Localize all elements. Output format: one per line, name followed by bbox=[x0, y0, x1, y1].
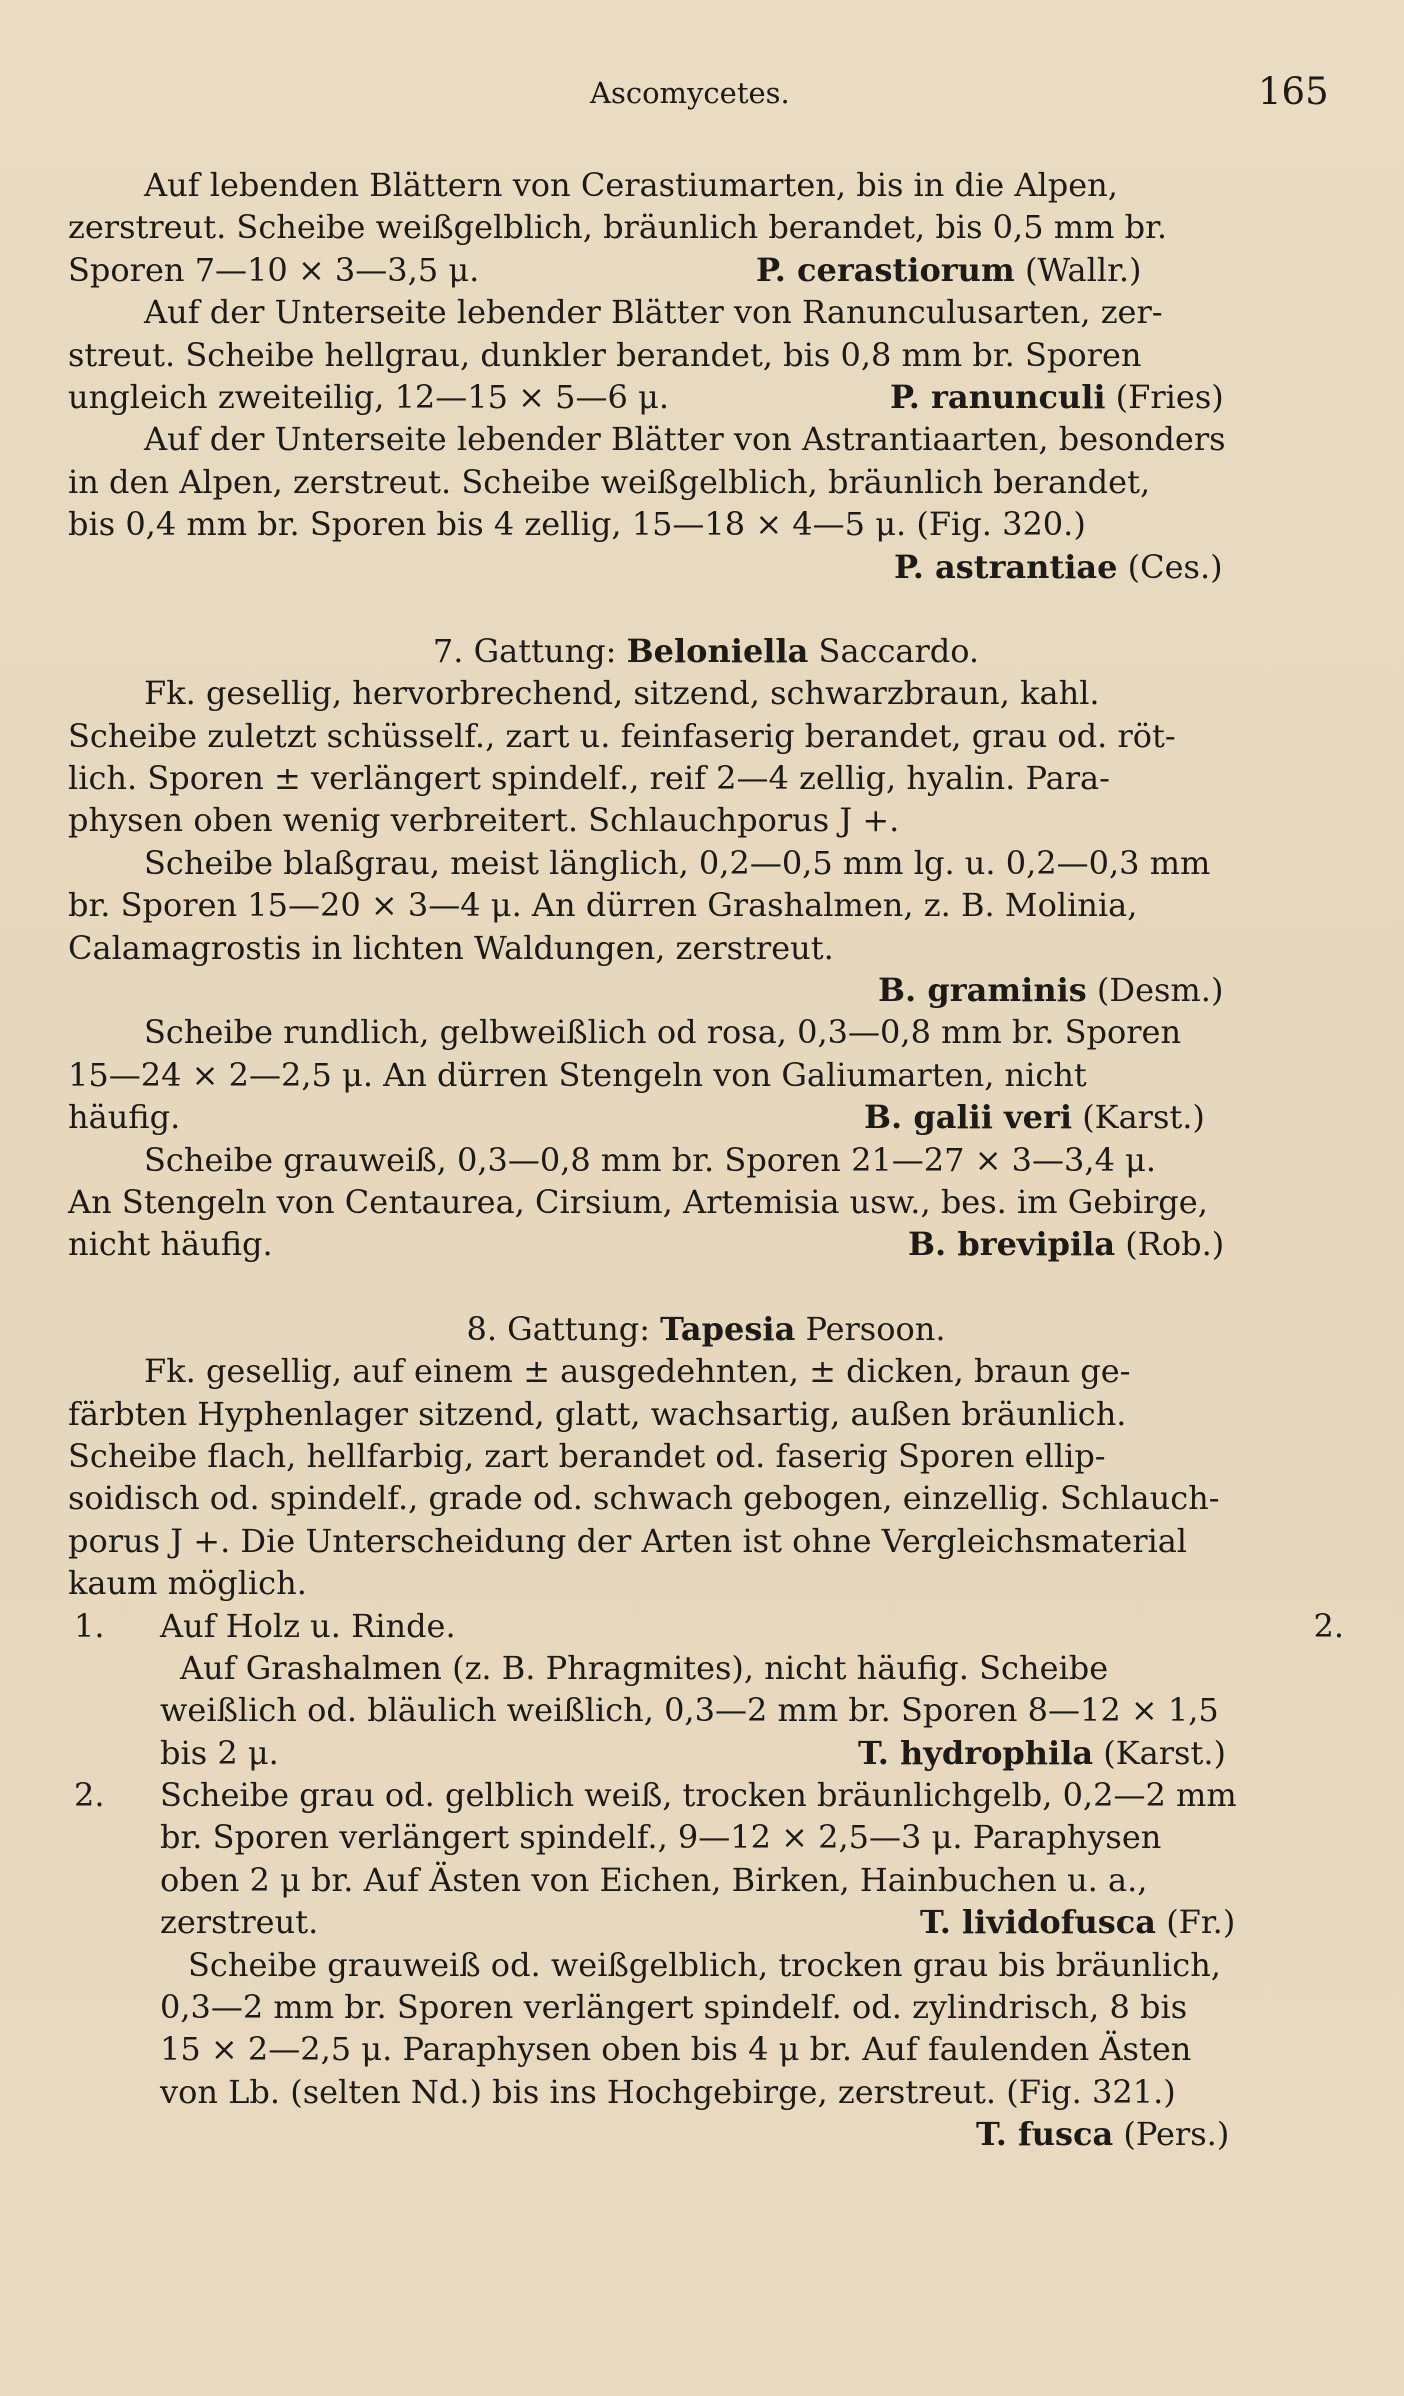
text-line: Auf der Unterseite lebender Blätter von Ranunculusarten, zer- bbox=[144, 293, 1163, 332]
text-line: 15 × 2—2,5 μ. Paraphysen oben bis 4 μ br. Auf faulenden Ästen bbox=[160, 2030, 1192, 2069]
species-name: B. galii veri (Karst.) bbox=[864, 1098, 1205, 1137]
genus-heading: 7. Gattung: Beloniella Saccardo. bbox=[432, 631, 980, 670]
text-line: zerstreut. Scheibe weißgelblich, bräunlich berandet, bis 0,5 mm br. bbox=[68, 208, 1168, 247]
text-line: 15—24 × 2—2,5 μ. An dürren Stengeln von Galiumarten, nicht bbox=[68, 1055, 1087, 1094]
species-name: P. cerastiorum (Wallr.) bbox=[756, 250, 1142, 289]
text-line: Auf lebenden Blättern von Cerastiumarten, bis in die Alpen, bbox=[144, 166, 1118, 204]
text-line: Auf der Unterseite lebender Blätter von Astrantiaarten, besonders bbox=[144, 420, 1226, 459]
text-line: soidisch od. spindelf., grade od. schwach gebogen, einzellig. Schlauch- bbox=[68, 1479, 1220, 1518]
text-line: An Stengeln von Centaurea, Cirsium, Artemisia usw., bes. im Gebirge, bbox=[68, 1182, 1208, 1221]
text-line: Scheibe grauweiß, 0,3—0,8 mm br. Sporen 21—27 × 3—3,4 μ. bbox=[144, 1140, 1157, 1179]
page-body bbox=[68, 164, 1344, 2156]
species-name: P. astrantiae (Ces.) bbox=[894, 547, 1223, 586]
text-line: 0,3—2 mm br. Sporen verlängert spindelf. od. zylindrisch, 8 bis bbox=[160, 1988, 1188, 2027]
species-name: T. lividofusca (Fr.) bbox=[920, 1903, 1236, 1942]
key-line: 1. Auf Holz u. Rinde. 2. bbox=[74, 1606, 1344, 1645]
text-line bbox=[68, 546, 1344, 588]
text-line bbox=[68, 969, 1344, 1011]
running-title: Ascomycetes. bbox=[590, 76, 790, 110]
text-line: ungleich zweiteilig, 12—15 × 5—6 μ. P. ranunculi (Fries) bbox=[68, 376, 1344, 418]
text-line: färbten Hyphenlager sitzend, glatt, wachsartig, außen bräunlich. bbox=[68, 1394, 1127, 1433]
text-line: bis 2 μ. T. hydrophila (Karst.) bbox=[68, 1732, 1344, 1774]
page-number: 165 bbox=[1258, 70, 1329, 113]
species-name: B. brevipila (Rob.) bbox=[908, 1225, 1225, 1264]
text-line: Fk. gesellig, auf einem ± ausgedehnten, ± dicken, braun ge- bbox=[144, 1352, 1131, 1391]
text-line: zerstreut. T. lividofusca (Fr.) bbox=[68, 1901, 1344, 1943]
text-line: Calamagrostis in lichten Waldungen, zerstreut. bbox=[68, 928, 834, 967]
text-line: bis 0,4 mm br. Sporen bis 4 zellig, 15—18 × 4—5 μ. (Fig. 320.) bbox=[68, 505, 1086, 544]
text-line: nicht häufig. B. brevipila (Rob.) bbox=[68, 1223, 1344, 1265]
text-line: kaum möglich. bbox=[68, 1564, 307, 1603]
species-name: B. graminis (Desm.) bbox=[878, 971, 1224, 1010]
text-line: porus J +. Die Unterscheidung der Arten ist ohne Vergleichsmaterial bbox=[68, 1521, 1188, 1560]
species-name: P. ranunculi (Fries) bbox=[890, 377, 1224, 416]
text-line: von Lb. (selten Nd.) bis ins Hochgebirge, zerstreut. (Fig. 321.) bbox=[160, 2072, 1176, 2111]
text-line: Auf Grashalmen (z. B. Phragmites), nicht häufig. Scheibe bbox=[180, 1648, 1109, 1687]
text-line: streut. Scheibe hellgrau, dunkler berandet, bis 0,8 mm br. Sporen bbox=[68, 335, 1142, 374]
text-line: Scheibe flach, hellfarbig, zart berandet od. faserig Sporen ellip- bbox=[68, 1436, 1106, 1475]
text-line: br. Sporen verlängert spindelf., 9—12 × 2,5—3 μ. Paraphysen bbox=[160, 1818, 1162, 1857]
text-line: br. Sporen 15—20 × 3—4 μ. An dürren Grashalmen, z. B. Molinia, bbox=[68, 886, 1138, 925]
text-line: physen oben wenig verbreitert. Schlauchporus J +. bbox=[68, 801, 900, 840]
text-line: Scheibe rundlich, gelbweißlich od rosa, 0,3—0,8 mm br. Sporen bbox=[144, 1013, 1182, 1052]
text-line: in den Alpen, zerstreut. Scheibe weißgelblich, bräunlich berandet, bbox=[68, 462, 1151, 501]
text-line: Scheibe blaßgrau, meist länglich, 0,2—0,5 mm lg. u. 0,2—0,3 mm bbox=[144, 843, 1211, 882]
text-line: lich. Sporen ± verlängert spindelf., reif 2—4 zellig, hyalin. Para- bbox=[68, 759, 1110, 798]
text-line: Sporen 7—10 × 3—3,5 μ. P. cerastiorum (Wallr.) bbox=[68, 249, 1344, 291]
text-line: Scheibe zuletzt schüsself., zart u. feinfaserig berandet, grau od. röt- bbox=[68, 716, 1176, 755]
text-line: häufig. B. galii veri (Karst.) bbox=[68, 1096, 1344, 1138]
genus-heading: 8. Gattung: Tapesia Persoon. bbox=[466, 1309, 946, 1348]
page-header bbox=[0, 70, 1404, 120]
key-line: 2. Scheibe grau od. gelblich weiß, trocken bräunlichgelb, 0,2—2 mm bbox=[74, 1776, 1237, 1815]
text-line bbox=[68, 2113, 1344, 2155]
text-line: weißlich od. bläulich weißlich, 0,3—2 mm br. Sporen 8—12 × 1,5 bbox=[160, 1691, 1219, 1730]
species-name: T. fusca (Pers.) bbox=[976, 2115, 1230, 2154]
text-line: Scheibe grauweiß od. weißgelblich, trocken grau bis bräunlich, bbox=[188, 1945, 1221, 1984]
species-name: T. hydrophila (Karst.) bbox=[858, 1733, 1226, 1772]
text-line: oben 2 μ br. Auf Ästen von Eichen, Birken, Hainbuchen u. a., bbox=[160, 1860, 1148, 1899]
text-line: Fk. gesellig, hervorbrechend, sitzend, schwarzbraun, kahl. bbox=[144, 674, 1100, 713]
